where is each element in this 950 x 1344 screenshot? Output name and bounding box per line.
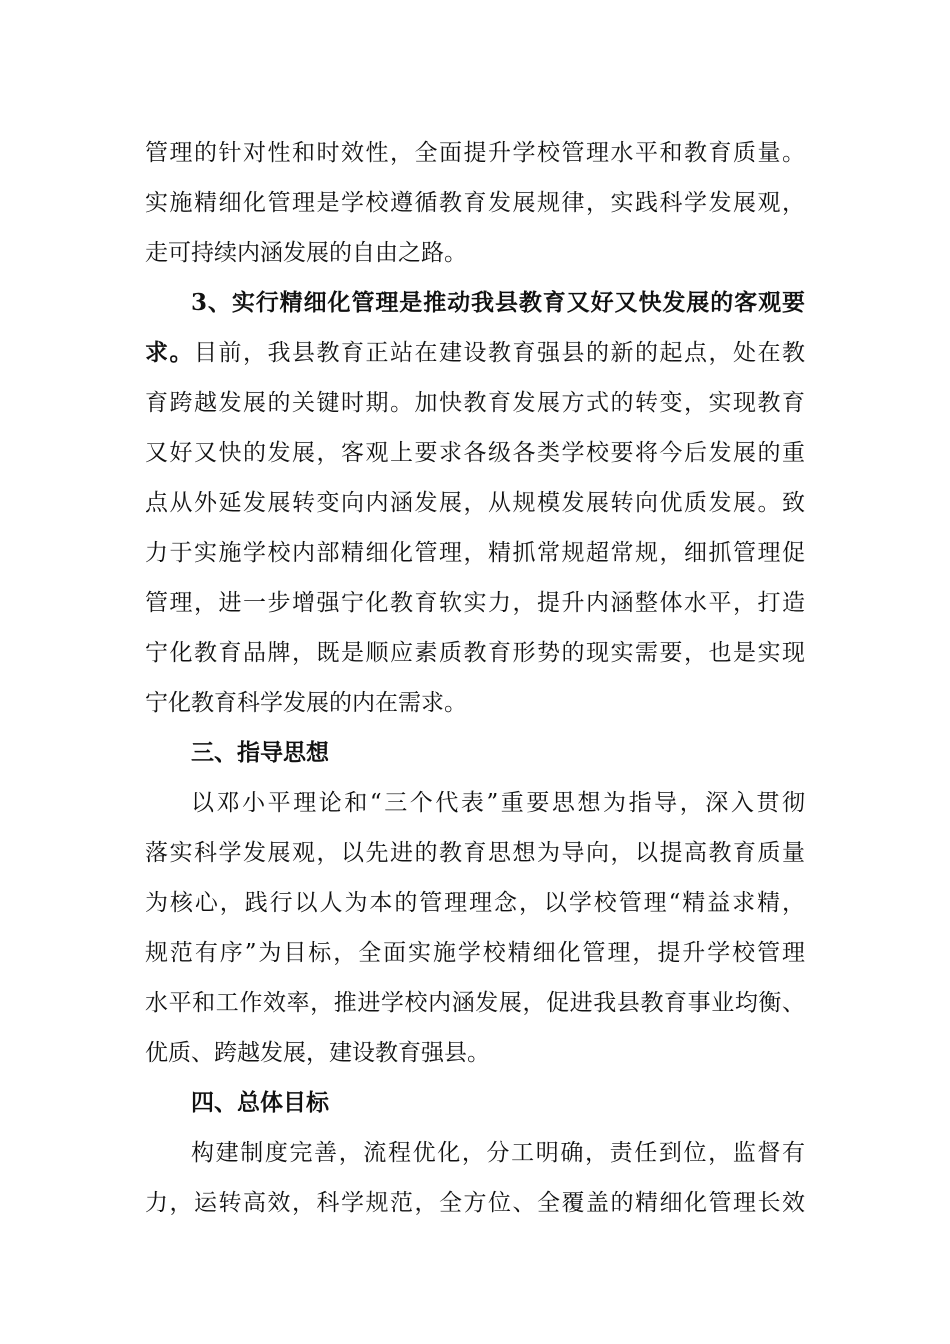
text-line: 实施精细化管理是学校遵循教育发展规律，实践科学发展观， (145, 190, 805, 216)
text-line: 水平和工作效率，推进学校内涵发展，促进我县教育事业均衡、 (145, 990, 805, 1016)
bold-paragraph-lead: 3、实行精细化管理是推动我县教育又好又快发展的客观要 (191, 289, 805, 316)
text-line: 优质、跨越发展，建设教育强县。 (145, 1040, 490, 1066)
text-line: 走可持续内涵发展的自由之路。 (145, 240, 467, 266)
section-heading-guiding-ideology: 三、指导思想 (191, 740, 329, 766)
text-line: 育跨越发展的关键时期。加快教育发展方式的转变，实现教育 (145, 390, 805, 416)
text-line: 构建制度完善，流程优化，分工明确，责任到位，监督有 (191, 1140, 805, 1166)
text-line: 又好又快的发展，客观上要求各级各类学校要将今后发展的重 (145, 440, 805, 466)
text-line: 以邓小平理论和“三个代表”重要思想为指导，深入贯彻 (191, 790, 805, 816)
bold-lead-end: 求。 (145, 339, 194, 366)
text-line: 为核心，践行以人为本的管理理念，以学校管理“精益求精， (145, 890, 805, 916)
text-line (145, 328, 805, 378)
section-heading-overall-goals: 四、总体目标 (191, 1090, 329, 1116)
text-line: 力，运转高效，科学规范，全方位、全覆盖的精细化管理长效 (145, 1190, 805, 1216)
body-text (145, 128, 805, 1228)
text-span: 目前，我县教育正站在建设教育强县的新的起点，处在教 (194, 340, 805, 366)
text-line: 规范有序”为目标，全面实施学校精细化管理，提升学校管理 (145, 940, 805, 966)
text-line: 点从外延发展转变向内涵发展，从规模发展转向优质发展。致 (145, 490, 805, 516)
text-line: 管理的针对性和时效性，全面提升学校管理水平和教育质量。 (145, 140, 805, 166)
text-line: 落实科学发展观，以先进的教育思想为导向，以提高教育质量 (145, 840, 805, 866)
text-line: 管理，进一步增强宁化教育软实力，提升内涵整体水平，打造 (145, 590, 805, 616)
text-line: 力于实施学校内部精细化管理，精抓常规超常规，细抓管理促 (145, 540, 805, 566)
text-line: 宁化教育品牌，既是顺应素质教育形势的现实需要，也是实现 (145, 640, 805, 666)
text-line: 宁化教育科学发展的内在需求。 (145, 690, 467, 716)
